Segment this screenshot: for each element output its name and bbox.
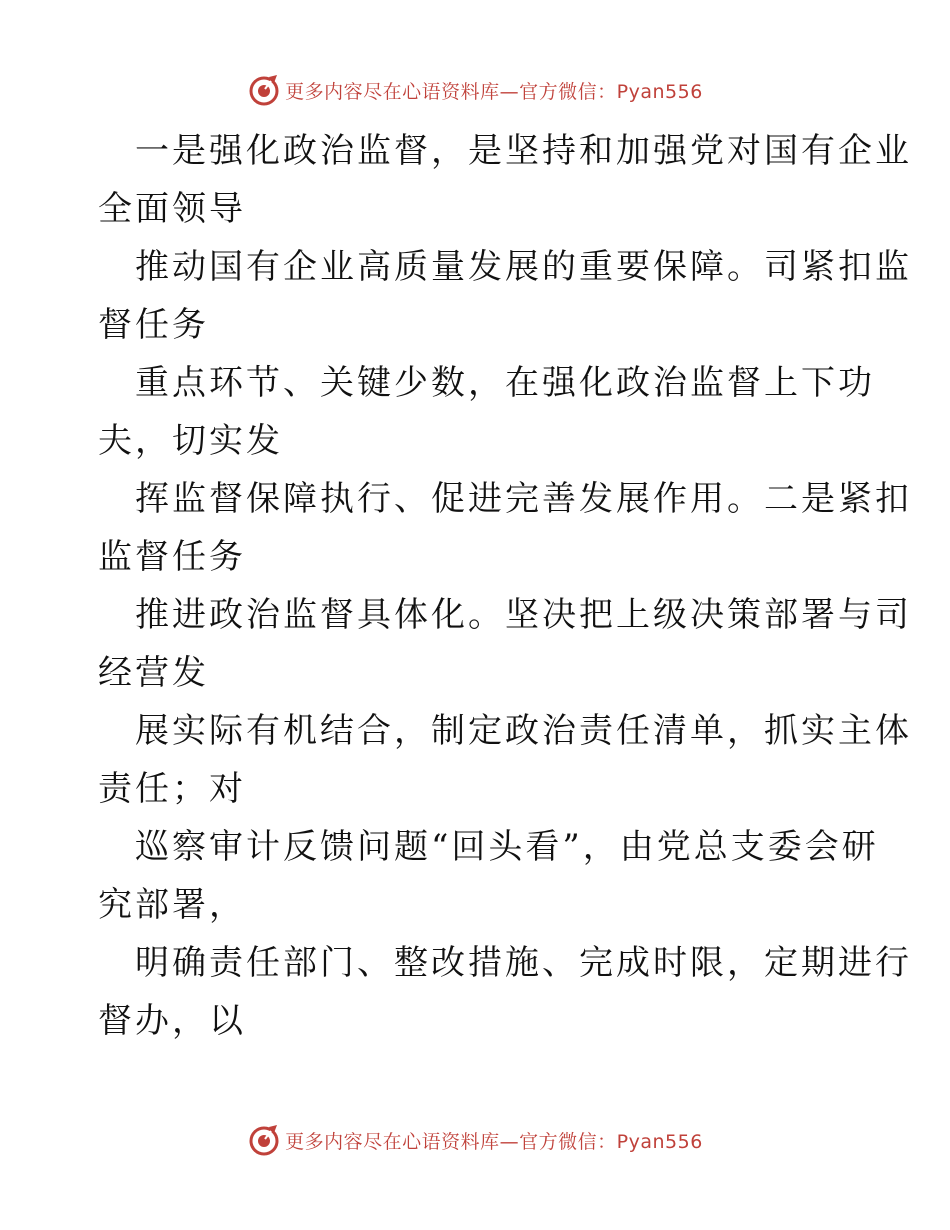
text-line-4: 督任务 — [98, 305, 209, 345]
document-body — [98, 122, 912, 1050]
header-banner — [0, 70, 950, 110]
text-line-11: 展实际有机结合，制定政治责任清单，抓实主体 — [135, 711, 912, 751]
footer-banner-text: 更多内容尽在心语资料库—官方微信：Pyan556 — [285, 1130, 703, 1153]
text-line-5: 重点环节、关键少数，在强化政治监督上下功 — [135, 363, 875, 403]
text-line-12: 责任；对 — [98, 769, 246, 809]
header-banner-text: 更多内容尽在心语资料库—官方微信：Pyan556 — [285, 80, 703, 103]
text-line-1: 一是强化政治监督，是坚持和加强党对国有企业 — [135, 131, 912, 171]
text-line-16: 督办，以 — [98, 1001, 246, 1041]
text-line-15: 明确责任部门、整改措施、完成时限，定期进行 — [135, 943, 912, 983]
text-line-2: 全面领导 — [98, 189, 246, 229]
text-line-8: 监督任务 — [98, 537, 246, 577]
text-line-10: 经营发 — [98, 653, 209, 693]
brush-logo-icon — [247, 1123, 281, 1157]
footer-banner — [0, 1120, 950, 1160]
text-line-9: 推进政治监督具体化。坚决把上级决策部署与司 — [135, 595, 912, 635]
text-line-6: 夫，切实发 — [98, 421, 283, 461]
brush-logo-icon — [247, 73, 281, 107]
text-line-13: 巡察审计反馈问题“回头看”，由党总支委会研 — [135, 827, 879, 867]
text-line-14: 究部署， — [98, 885, 246, 925]
text-line-7: 挥监督保障执行、促进完善发展作用。二是紧扣 — [135, 479, 912, 519]
text-line-3: 推动国有企业高质量发展的重要保障。司紧扣监 — [135, 247, 912, 287]
